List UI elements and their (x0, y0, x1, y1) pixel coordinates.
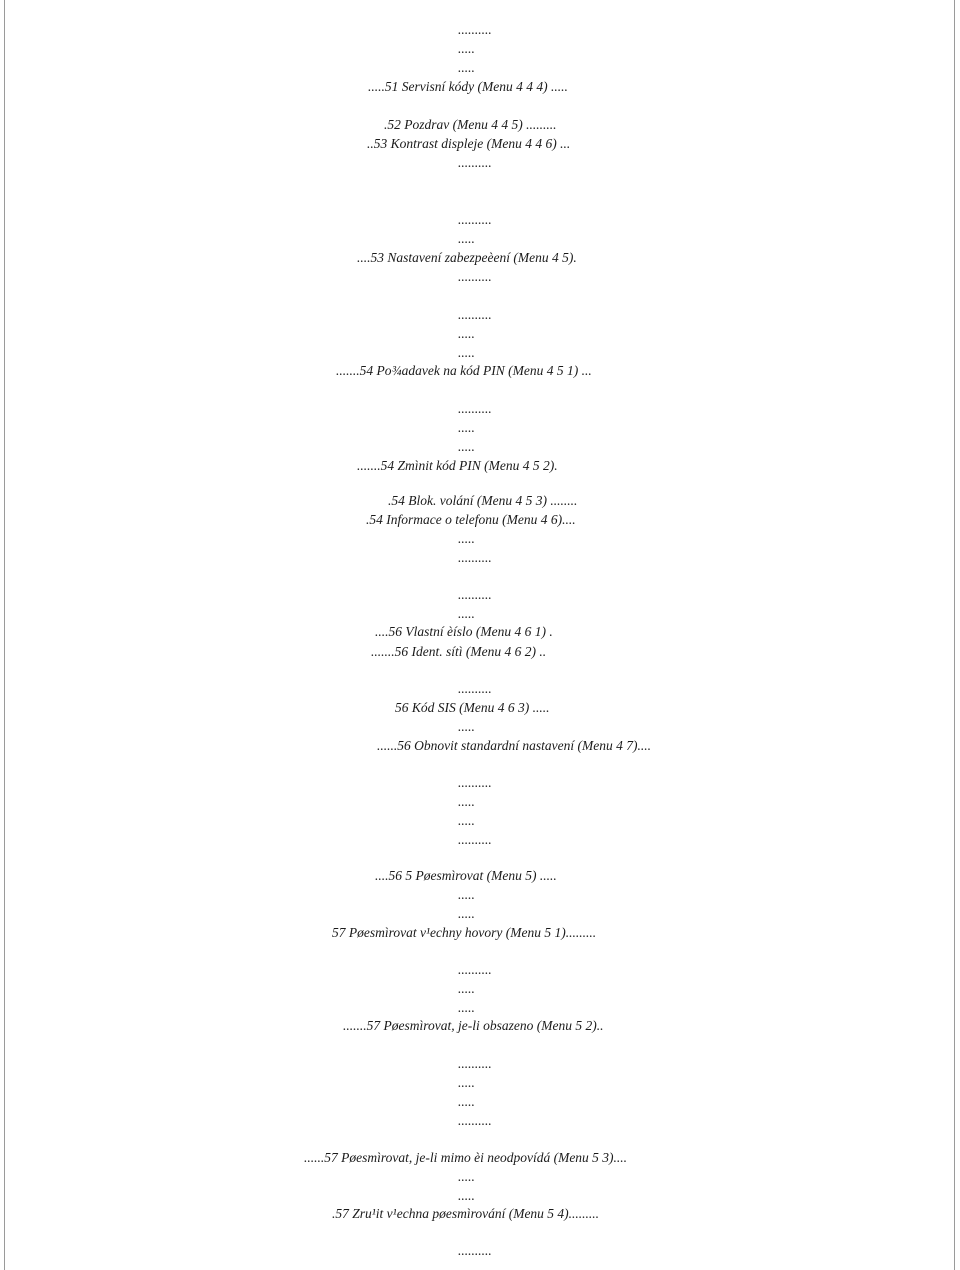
toc-line: ..... (458, 981, 475, 996)
toc-line: .......... (458, 587, 492, 602)
toc-line: .......57 Pøesmìrovat, je-li obsazeno (Menu 5 2).. (343, 1018, 604, 1033)
toc-line: 57 Pøesmìrovat v¹echny hovory (Menu 5 1)......... (332, 925, 597, 940)
toc-line: ....56 5 Pøesmìrovat (Menu 5) ..... (375, 868, 557, 883)
toc-line: .52 Pozdrav (Menu 4 4 5) ......... (384, 117, 557, 132)
toc-line: ..... (458, 41, 475, 56)
toc-line: ..... (458, 326, 475, 341)
toc-line: ..... (458, 231, 475, 246)
toc-line: .......... (458, 22, 492, 37)
toc-line: ..... (458, 794, 475, 809)
toc-line: ....56 Vlastní èíslo (Menu 4 6 1) . (375, 624, 553, 639)
toc-line: .......54 Po¾adavek na kód PIN (Menu 4 5 1) ... (336, 363, 592, 378)
toc-line: ......56 Obnovit standardní nastavení (Menu 4 7).... (377, 738, 651, 753)
toc-line: .54 Blok. volání (Menu 4 5 3) ........ (388, 493, 578, 508)
toc-line: .54 Informace o telefonu (Menu 4 6).... (366, 512, 576, 527)
toc-line: .......... (458, 1056, 492, 1071)
toc-line: ....53 Nastavení zabezpeèení (Menu 4 5). (357, 250, 577, 265)
page-right-edge (954, 0, 955, 1270)
page-left-edge (4, 0, 5, 1270)
toc-line: .......... (458, 832, 492, 847)
toc-line: .......... (458, 1243, 492, 1258)
toc-line: ..... (458, 1169, 475, 1184)
toc-line: .......... (458, 212, 492, 227)
toc-line: .....51 Servisní kódy (Menu 4 4 4) ..... (368, 79, 568, 94)
toc-line: ..... (458, 606, 475, 621)
toc-line: .......... (458, 550, 492, 565)
toc-line: .......54 Zmìnit kód PIN (Menu 4 5 2). (357, 458, 558, 473)
toc-line: .......... (458, 307, 492, 322)
toc-line: 56 Kód SIS (Menu 4 6 3) ..... (395, 700, 550, 715)
toc-line: .......... (458, 962, 492, 977)
toc-line: .......... (458, 155, 492, 170)
toc-line: ......57 Pøesmìrovat, je-li mimo èi neodpovídá (Menu 5 3).... (304, 1150, 628, 1165)
toc-line: ..... (458, 1075, 475, 1090)
toc-line: ..... (458, 345, 475, 360)
toc-line: ..... (458, 813, 475, 828)
toc-line: ..... (458, 887, 475, 902)
toc-line: ..... (458, 1094, 475, 1109)
toc-line: .......... (458, 681, 492, 696)
toc-line: .......... (458, 1113, 492, 1128)
toc-line: .......56 Ident. sítì (Menu 4 6 2) .. (371, 644, 547, 659)
toc-line: ..... (458, 60, 475, 75)
toc-line: .57 Zru¹it v¹echna pøesmìrování (Menu 5 4)......... (332, 1206, 600, 1221)
toc-line: ..... (458, 420, 475, 435)
toc-line: .......... (458, 401, 492, 416)
toc-line: ..... (458, 439, 475, 454)
toc-line: ..... (458, 906, 475, 921)
toc-line: ..... (458, 1000, 475, 1015)
toc-line: ..... (458, 719, 475, 734)
toc-line: .......... (458, 269, 492, 284)
toc-line: .......... (458, 775, 492, 790)
toc-line: ..... (458, 1188, 475, 1203)
toc-line: ..53 Kontrast displeje (Menu 4 4 6) ... (367, 136, 571, 151)
toc-line: ..... (458, 531, 475, 546)
